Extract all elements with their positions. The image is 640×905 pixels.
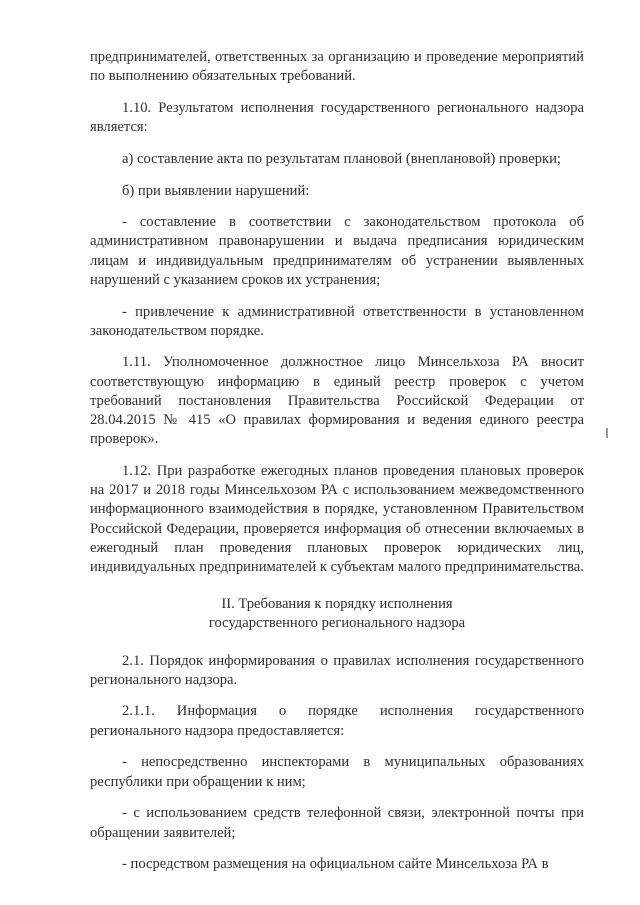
paragraph-2-1-1: 2.1.1. Информация о порядке исполнения государственного регионального надзора предоставляется: [90, 703, 584, 739]
paragraph-dash-inspectors: - непосредственно инспекторами в муниципальных образованиях республики при обращении к ним; [90, 754, 584, 790]
paragraph-dash-liability: - привлечение к административной ответственности в установленном законодательством порядке. [90, 303, 584, 339]
paragraph-1-10: 1.10. Результатом исполнения государственного регионального надзора является: [90, 99, 584, 136]
section-heading-line-2: государственного регионального надзора [208, 615, 466, 632]
paragraph-2-1: 2.1. Порядок информирования о правилах исполнения государственного регионального надзора. [90, 652, 584, 688]
paragraph-item-b: б) при выявлении нарушений: [122, 182, 310, 199]
paragraph-item-a: а) составление акта по результатам плановой (внеплановой) проверки; [122, 150, 561, 167]
document-body [90, 48, 584, 887]
section-heading [90, 595, 584, 633]
margin-mark [606, 428, 608, 438]
paragraph-1-11: 1.11. Уполномоченное должностное лицо Минсельхоза РА вносит соответствующую информацию в единый реестр проверок с учетом требований постановления Правительства Российской Федерации от 28.04.2015 № 415 «О правилах формирования и ведения единого реестра проверок». [90, 354, 584, 448]
paragraph-continuation: предпринимателей, ответственных за организацию и проведение мероприятий по выполнению обязательных требований. [90, 49, 584, 85]
section-heading-line-1: II. Требования к порядку исполнения [221, 596, 453, 613]
paragraph-1-12: 1.12. При разработке ежегодных планов проведения плановых проверок на 2017 и 2018 годы Минсельхозом РА с использованием межведомственного информационного взаимодействия в порядке, установленном Правительством Российской Федерации, проверяется информация об отнесении включаемых в ежегодный план проведения плановых проверок юридических лиц, индивидуальных предпринимателей к субъектам малого предпринимательства. [90, 462, 584, 575]
paragraph-dash-phone: - с использованием средств телефонной связи, электронной почты при обращении заявителей; [90, 805, 584, 841]
paragraph-dash-protocol: - составление в соответствии с законодательством протокола об административном правонарушении и выдача предписания юридическим лицам и индивидуальным предпринимателям об устранении выявленных нарушений с указанием сроков их устранения; [90, 214, 584, 288]
paragraph-dash-website: - посредством размещения на официальном сайте Минсельхоза РА в [122, 856, 549, 873]
